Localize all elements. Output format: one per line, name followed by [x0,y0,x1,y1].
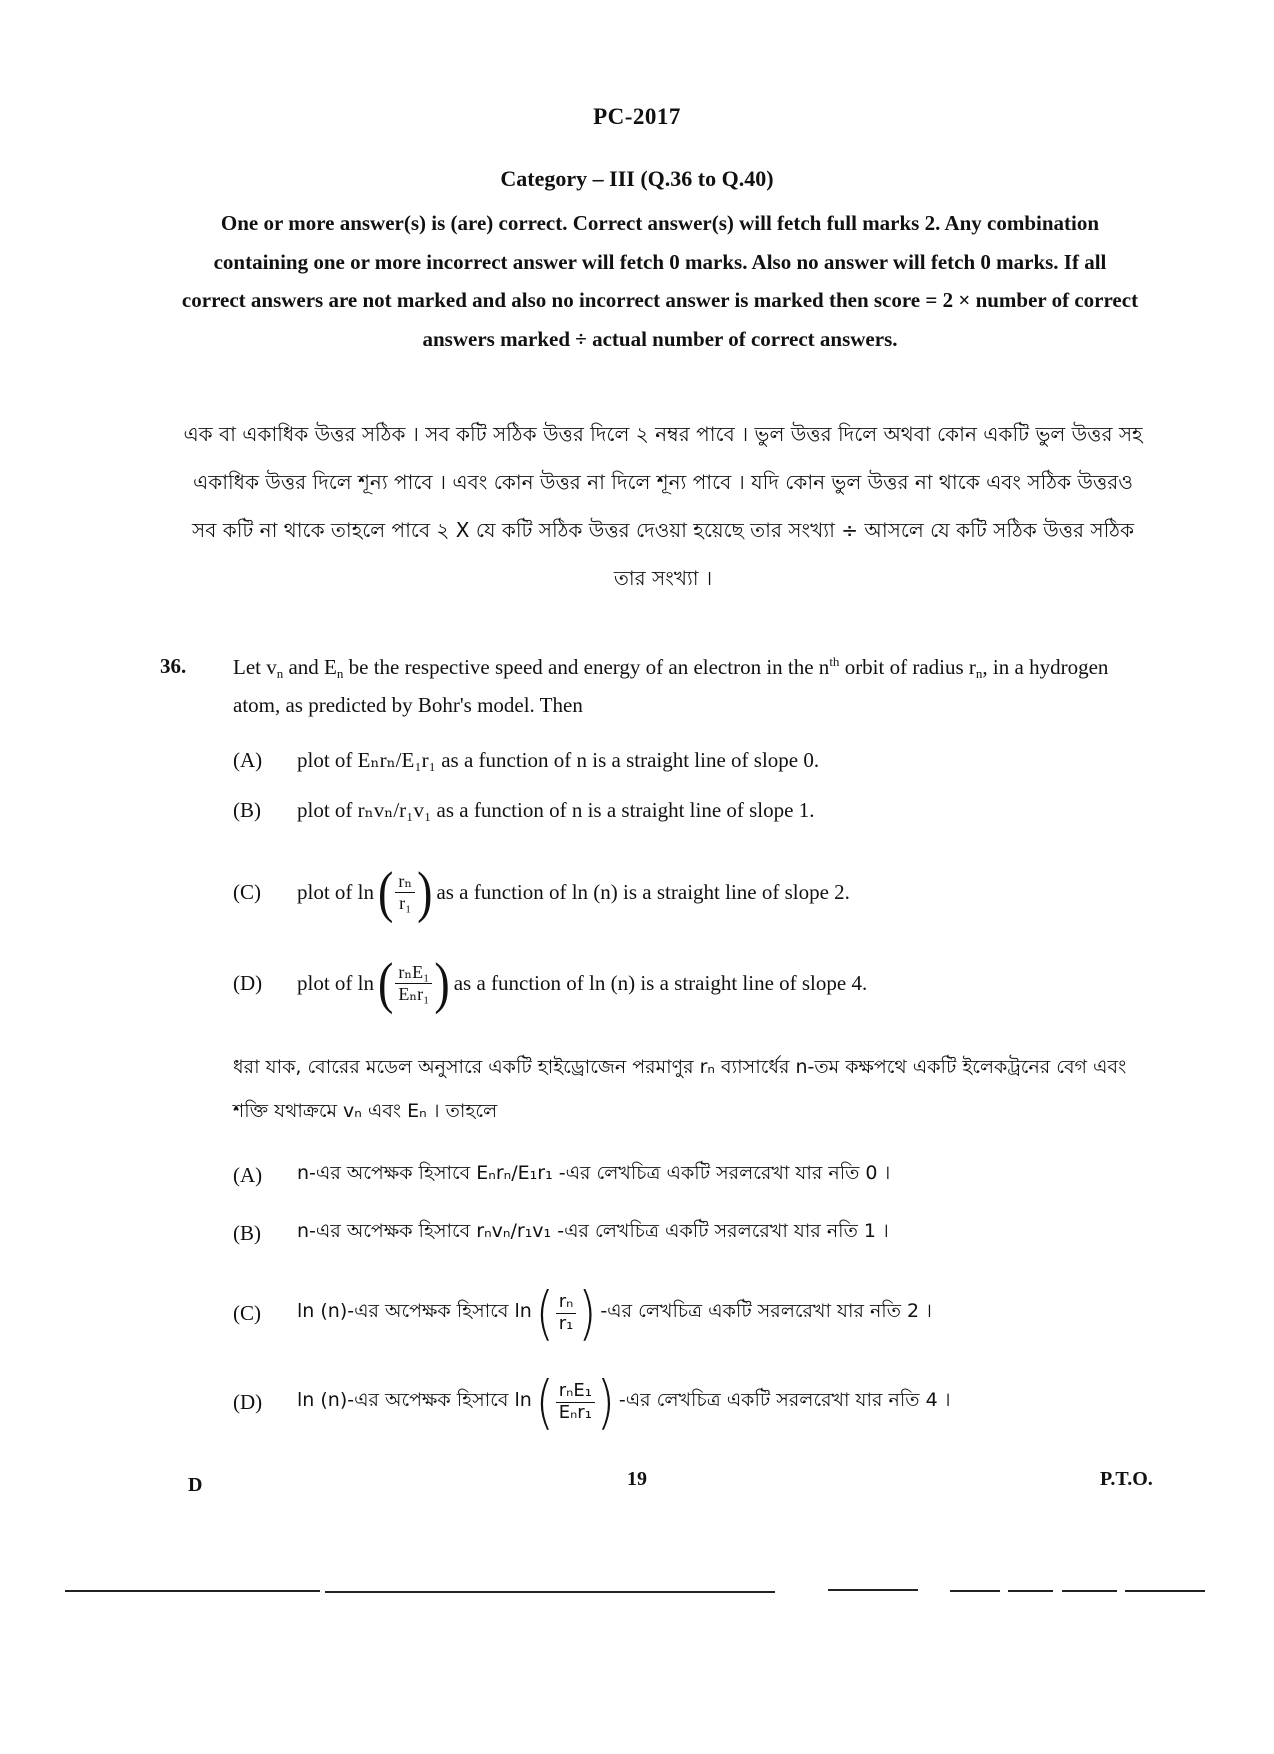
instructions-bengali: এক বা একাধিক উত্তর সঠিক । সব কটি সঠিক উত্তর দিলে ২ নম্বর পাবে । ভুল উত্তর দিলে অথবা কোন একটি ভুল উত্তর সহ একাধিক উত্তর দিলে শূন্য পাবে । এবং কোন উত্তর না দিলে শূন্য পাবে । যদি কোন ভুল উত্তর না থাকে এবং সঠিক উত্তরও সব কটি না থাকে তাহলে পাবে ২ X যে কটি সঠিক উত্তর দেওয়া হয়েছে তার সংখ্যা ÷ আসলে যে কটি সঠিক উত্তর সঠিক তার সংখ্যা । [183,422,1143,590]
option-a-bengali: (A) n-এর অপেক্ষক হিসাবে Eₙrₙ/E₁r₁ -এর লেখচিত্র একটি সরলরেখা যার নতি 0 । [233,1162,891,1187]
option-d-bengali: (D) ln (n)-এর অপেক্ষক হিসাবে ln ( $\frac{\text{rₙE₁}}{\text{Eₙr₁}}$ ) -এর লেখচিত্র একটি সরলরেখা যার নতি 4 । [233,1368,951,1436]
option-b-bengali: (B) n-এর অপেক্ষক হিসাবে rₙvₙ/r₁v₁ -এর লেখচিত্র একটি সরলরেখা যার নতি 1 । [233,1220,889,1245]
option-c-english: (C) plot of ln ( $\frac{\text{rₙ}}{\text{r₁}}$ ) as a function of ln (n) is a straight line of slope 2. [233,859,850,924]
option-b-english: (B) plot of rₙvₙ/r₁v₁ as a function of n is a straight line of slope 1. [233,797,815,822]
scan-artifact-line [828,1589,918,1591]
fraction-rnE1-Enr1: ( $\frac{\text{rₙE₁}}{\text{Eₙr₁}}$ ) [378,950,450,1015]
pto-label: P.T.O. [1100,1468,1153,1490]
instructions-english: One or more answer(s) is (are) correct. Correct answer(s) will fetch full marks 2. Any combination containing one or more incorrect answer will fetch 0 marks. Also no answer will fetch 0 marks. If all correct answers are not marked and also no incorrect answer is marked then score = 2 × number of correct answers marked ÷ actual number of correct answers. [181,211,1139,351]
scan-artifact-line [1125,1590,1205,1592]
option-c-bengali: (C) ln (n)-এর অপেক্ষক হিসাবে ln ( $\frac{\text{rₙ}}{\text{r₁}}$ ) -এর লেখচিত্র একটি সরলরেখা যার নতি 2 । [233,1279,932,1347]
scan-artifact-line [950,1590,1000,1592]
option-a-english: (A) plot of Eₙrₙ/E₁r₁ as a function of n is a straight line of slope 0. [233,747,820,772]
category-heading: Category – III (Q.36 to Q.40) [500,166,774,191]
question-number: 36. [160,654,187,678]
option-d-english: (D) plot of ln ( $\frac{\text{rₙE₁}}{\text{Eₙr₁}}$ ) as a function of ln (n) is a straight line of slope 4. [233,950,868,1015]
fraction-rn-r1: ( $\frac{\text{rₙ}}{\text{r₁}}$ ) [378,859,433,924]
fraction-rn-r1-bn: ( $\frac{\text{rₙ}}{\text{r₁}}$ ) [535,1279,597,1347]
set-code: D [188,1474,203,1496]
scan-artifact-line [1008,1590,1053,1592]
question-stem-english: Let $v_n$ and $E_n$ be the respective speed and energy of an electron in the $n^{th}$ orbit of radius $r_n$, in a hydrogen atom, as predicted by Bohr's model. Then [233,654,1109,717]
scan-artifact-line [65,1590,320,1592]
scan-artifact-line [1062,1590,1117,1592]
paper-code: PC-2017 [593,104,681,129]
scan-artifact-line [325,1591,775,1593]
question-stem-bengali: ধরা যাক, বোরের মডেল অনুসারে একটি হাইড্রোজেন পরমাণুর rₙ ব্যাসার্ধের n-তম কক্ষপথে একটি ইলেকট্রনের বেগ এবং শক্তি যথাক্রমে vₙ এবং Eₙ । তাহলে [233,1056,1127,1122]
fraction-rnE1-Enr1-bn: ( $\frac{\text{rₙE₁}}{\text{Eₙr₁}}$ ) [535,1368,615,1436]
page-number: 19 [627,1468,647,1490]
